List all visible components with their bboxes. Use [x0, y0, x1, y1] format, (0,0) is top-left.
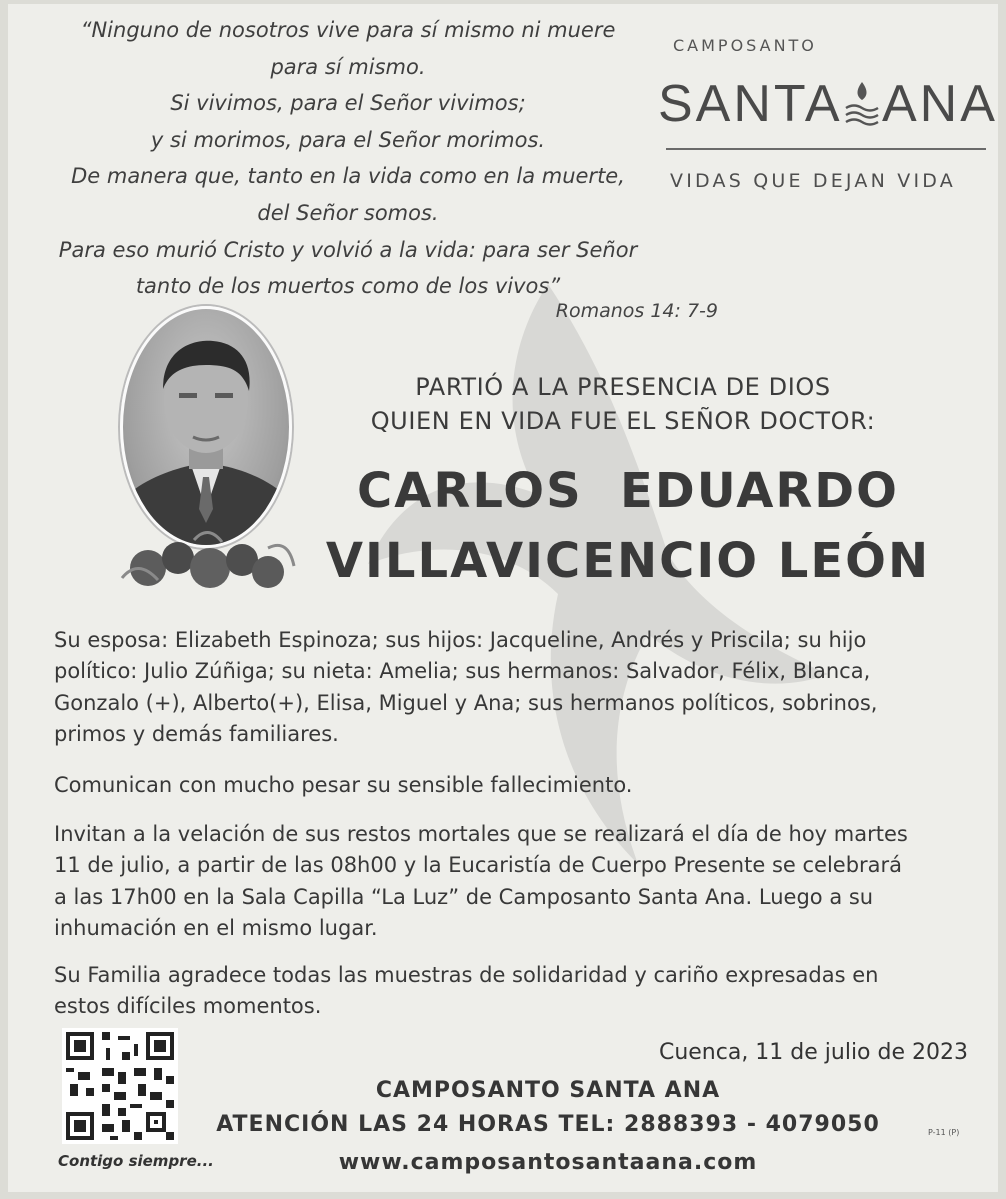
paragraph-line: primos y demás familiares. — [54, 722, 339, 747]
flowers-icon — [118, 518, 298, 598]
slogan: Contigo siempre... — [58, 1152, 214, 1170]
announcement-intro — [338, 370, 908, 438]
invitation-paragraph — [54, 819, 984, 945]
verse-line: y si morimos, para el Señor morimos. — [150, 127, 546, 152]
footer-phone: ATENCIÓN LAS 24 HORAS TEL: 2888393 - 4079050 — [216, 1112, 880, 1137]
logo-top-text: CAMPOSANTO — [673, 36, 817, 55]
qr-code-icon — [62, 1028, 178, 1144]
thanks-paragraph — [54, 960, 984, 1023]
paragraph-line: estos difíciles momentos. — [54, 994, 322, 1019]
bible-verse — [38, 12, 658, 305]
paragraph-line: Su Familia agradece todas las muestras de solidaridad y cariño expresadas en — [54, 963, 879, 987]
deceased-portrait — [106, 296, 306, 606]
paragraph-line: político: Julio Zúñiga; su nieta: Amelia; sus hermanos: Salvador, Félix, Blanca, — [54, 659, 871, 684]
name-line-2: VILLAVICENCIO LEÓN — [325, 533, 931, 589]
footer-company: CAMPOSANTO SANTA ANA — [375, 1078, 721, 1103]
paragraph-line: Comunican con mucho pesar su sensible fallecimiento. — [54, 773, 633, 797]
verse-line: “Ninguno de nosotros vive para sí mismo ni muere — [80, 18, 616, 42]
flame-waves-icon — [842, 78, 882, 134]
paragraph-line: Gonzalo (+), Alberto(+), Elisa, Miguel y Ana; sus hermanos políticos, sobrinos, — [54, 690, 878, 715]
verse-line: tanto de los muertos como de los vivos” — [135, 274, 561, 299]
portrait-photo — [120, 306, 292, 548]
family-paragraph — [54, 625, 984, 751]
logo-word-right: ANA — [882, 75, 998, 133]
paragraph-line: 11 de julio, a partir de las 08h00 y la Eucaristía de Cuerpo Presente se celebrará — [54, 853, 903, 878]
name-line-1: CARLOS EDUARDO — [357, 463, 899, 519]
paragraph-line: inhumación en el mismo lugar. — [54, 916, 378, 941]
logo-word-left: SANTA — [658, 75, 843, 133]
print-code: P-11 (P) — [928, 1128, 960, 1137]
logo-divider — [666, 148, 986, 150]
verse-line: Para eso murió Cristo y volvió a la vida: para ser Señor — [58, 237, 638, 262]
logo-tagline: VIDAS QUE DEJAN VIDA — [670, 170, 956, 192]
footer-website[interactable]: www.camposantosantaana.com — [338, 1150, 758, 1175]
verse-reference: Romanos 14: 7-9 — [555, 300, 718, 322]
notice-date: Cuenca, 11 de julio de 2023 — [658, 1040, 968, 1065]
paragraph-line: Invitan a la velación de sus restos mortales que se realizará el día de hoy martes — [54, 822, 908, 846]
intro-line-1: PARTIÓ A LA PRESENCIA DE DIOS — [415, 373, 831, 401]
obituary-notice — [8, 4, 998, 1192]
verse-line: del Señor somos. — [257, 200, 439, 225]
verse-line: Si vivimos, para el Señor vivimos; — [170, 91, 526, 116]
verse-line: para sí mismo. — [270, 54, 426, 79]
deceased-name — [308, 456, 948, 596]
communicate-paragraph — [54, 770, 984, 801]
paragraph-line: Su esposa: Elizabeth Espinoza; sus hijos: Jacqueline, Andrés y Priscila; su hijo — [54, 628, 867, 652]
verse-line: De manera que, tanto en la vida como en la muerte, — [71, 164, 625, 189]
intro-line-2: QUIEN EN VIDA FUE EL SEÑOR DOCTOR: — [370, 407, 876, 435]
logo-wordmark — [658, 68, 998, 140]
paragraph-line: a las 17h00 en la Sala Capilla “La Luz” de Camposanto Santa Ana. Luego a su — [54, 884, 874, 909]
